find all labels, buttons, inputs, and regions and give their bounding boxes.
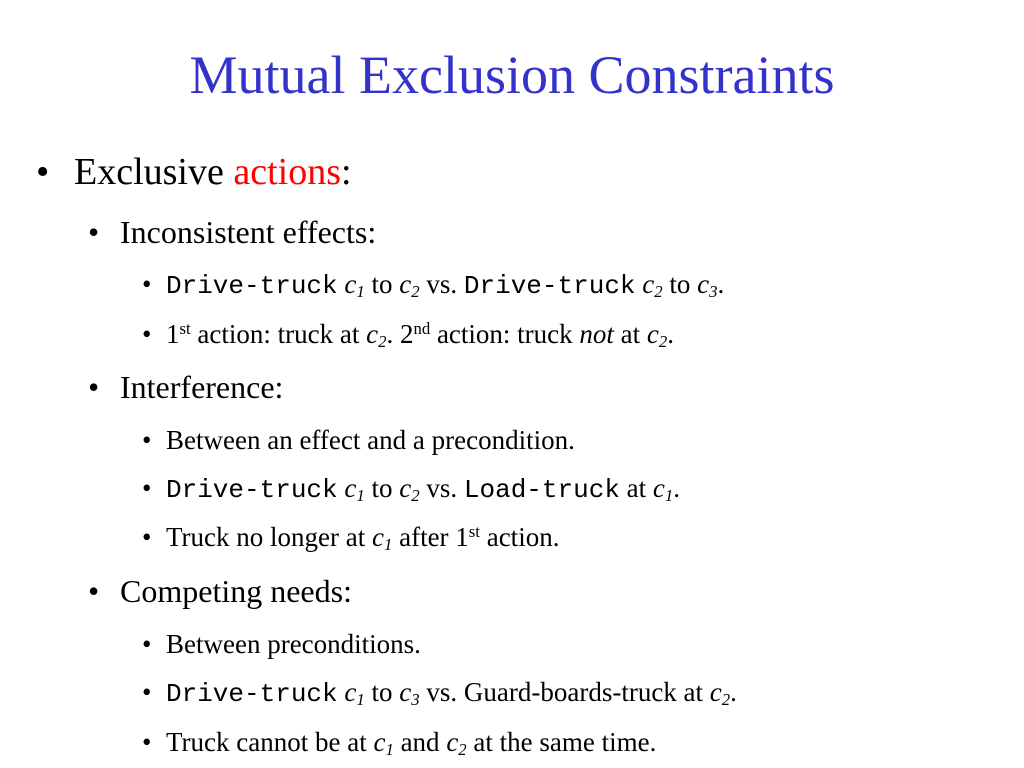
interference-example-2: Drive-truck $c_1$ to $c_2$ vs. Load-truck at $c_1$. xyxy=(166,473,681,506)
bullet-inconsistent-ex1 xyxy=(142,268,151,300)
interference-label: Interference: xyxy=(120,369,284,405)
inconsistent-effects-label: Inconsistent effects: xyxy=(120,214,377,250)
bullet-interference-ex1 xyxy=(142,424,151,456)
slide-title: Mutual Exclusion Constraints xyxy=(189,45,835,105)
exclusive-prefix: Exclusive xyxy=(74,151,234,193)
bullet-icon: • xyxy=(142,319,152,349)
bullet-icon: • xyxy=(142,473,152,503)
bullet-icon: • xyxy=(88,369,100,405)
bullet-icon: • xyxy=(88,573,100,609)
inconsistent-example-2: 1st action: truck at $c_2$. 2nd action: truck not at $c_2$. xyxy=(166,318,675,352)
bullet-icon: • xyxy=(36,151,50,193)
bullet-icon: • xyxy=(88,214,100,250)
inconsistent-example-1: Drive-truck $c_1$ to $c_2$ vs. Drive-truck $c_2$ to $c_3$. xyxy=(166,269,725,302)
exclusive-actions-text xyxy=(74,150,352,194)
bullet-icon: • xyxy=(142,629,152,659)
bullet-icon: • xyxy=(142,269,152,299)
bullet-exclusive-actions xyxy=(36,150,49,194)
bullet-competing-ex3 xyxy=(142,726,151,758)
bullet-competing-ex2 xyxy=(142,676,151,708)
competing-example-2: Drive-truck $c_1$ to $c_3$ vs. Guard-boards-truck at $c_2$. xyxy=(166,677,737,710)
bullet-interference-ex3 xyxy=(142,521,151,553)
bullet-icon: • xyxy=(142,677,152,707)
bullet-interference-ex2 xyxy=(142,472,151,504)
bullet-competing xyxy=(88,572,99,610)
actions-highlight: actions xyxy=(233,151,341,193)
bullet-icon: • xyxy=(142,425,152,455)
exclusive-suffix: : xyxy=(341,151,352,193)
bullet-inconsistent xyxy=(88,213,99,251)
interference-example-1: Between an effect and a precondition. xyxy=(166,425,575,455)
competing-needs-label: Competing needs: xyxy=(120,573,352,609)
bullet-icon: • xyxy=(142,727,152,757)
bullet-competing-ex1 xyxy=(142,628,151,660)
competing-example-3: Truck cannot be at $c_1$ and $c_2$ at the same time. xyxy=(166,727,657,760)
bullet-icon: • xyxy=(142,522,152,552)
bullet-inconsistent-ex2 xyxy=(142,318,151,350)
interference-example-3: Truck no longer at $c_1$ after 1st action. xyxy=(166,521,560,555)
competing-example-1: Between preconditions. xyxy=(166,629,421,659)
bullet-interference xyxy=(88,368,99,406)
